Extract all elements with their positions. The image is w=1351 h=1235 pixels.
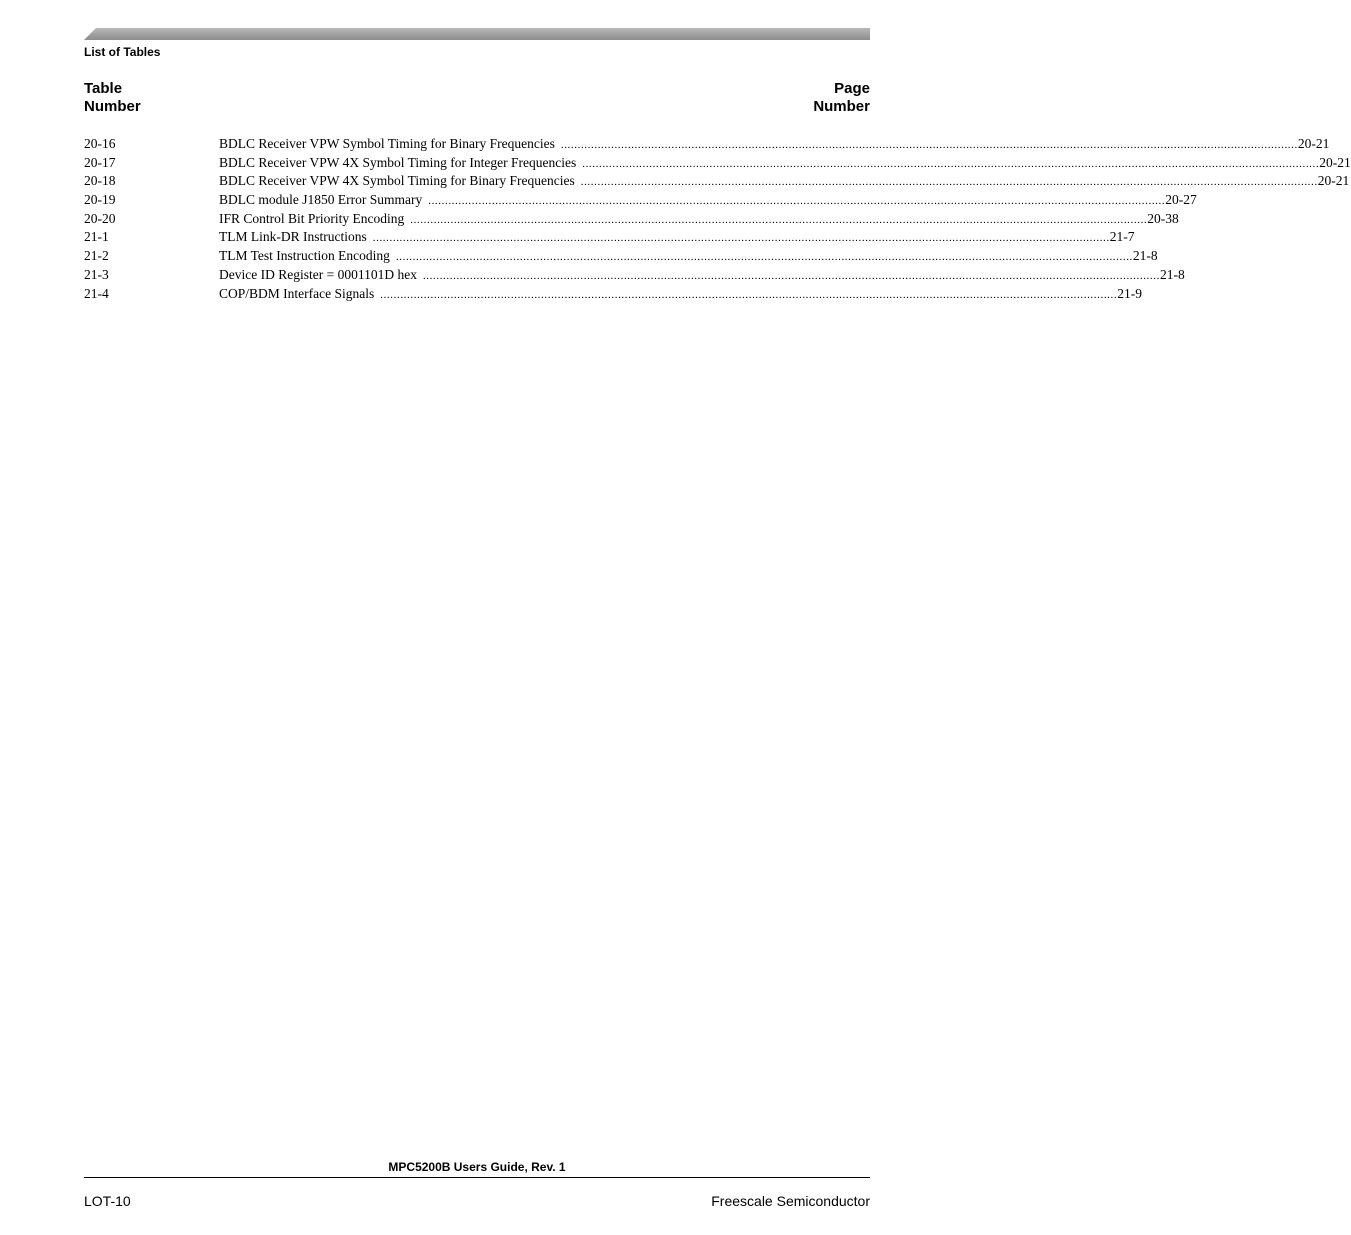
table-title: TLM Test Instruction Encoding [219,248,390,264]
section-title: List of Tables [84,45,161,59]
column-header-page-number [813,80,870,116]
table-title: IFR Control Bit Priority Encoding [219,210,405,226]
page-number: 21-9 [1117,285,1142,301]
list-item[interactable] [84,210,1179,229]
page-number: 20-21 [1297,136,1330,151]
page-number: 21-8 [1159,266,1185,282]
table-number: 20-18 [84,173,116,189]
page-number: 20-21 [1317,173,1350,189]
column-header-page-line1: Page [834,80,870,97]
header-bar [84,28,870,40]
list-item[interactable] [84,228,1135,247]
page-number: 20-27 [1165,192,1197,208]
table-list [84,135,1351,303]
dot-leader: ............................................................................................................................................................................................................................ [395,251,1133,264]
dot-leader: ............................................................................................................................................................................................................................ [560,139,1298,151]
dot-leader: ............................................................................................................................................................................................................................ [422,269,1160,282]
footer-divider [84,1177,870,1178]
table-number: 20-16 [84,136,116,151]
column-header-page-line2: Number [813,98,870,115]
table-number: 20-20 [84,210,116,226]
footer-document-title: MPC5200B Users Guide, Rev. 1 [388,1160,566,1174]
page-number: 20-38 [1147,210,1179,226]
table-title: BDLC Receiver VPW 4X Symbol Timing for Binary Frequencies [219,173,575,189]
table-number: 21-4 [84,285,109,301]
dot-leader: ............................................................................................................................................................................................................................ [580,176,1318,189]
dot-leader: ............................................................................................................................................................................................................................ [410,213,1148,226]
list-item[interactable] [84,135,1330,154]
column-header-table-line1: Table [84,80,123,97]
list-item[interactable] [84,266,1185,285]
page-number: 20-21 [1319,154,1351,170]
table-title: BDLC Receiver VPW 4X Symbol Timing for Integer Frequencies [219,154,577,170]
footer-page-label: LOT-10 [84,1193,131,1209]
table-title: BDLC Receiver VPW Symbol Timing for Binary Frequencies [219,136,555,151]
table-number: 21-1 [84,229,109,245]
table-number: 21-3 [84,266,109,282]
list-item[interactable] [84,172,1350,191]
page-number: 21-7 [1109,229,1135,245]
footer-company: Freescale Semiconductor [711,1193,870,1209]
column-header-table-number [84,80,141,116]
dot-leader: ............................................................................................................................................................................................................................ [428,195,1166,208]
list-item[interactable] [84,247,1158,266]
table-title: TLM Link-DR Instructions [219,229,367,245]
dot-leader: ............................................................................................................................................................................................................................ [372,232,1110,245]
dot-leader: ............................................................................................................................................................................................................................ [380,288,1118,301]
table-title: COP/BDM Interface Signals [219,285,375,301]
list-item[interactable] [84,285,1142,304]
table-number: 20-19 [84,192,116,208]
table-title: Device ID Register = 0001101D hex [219,266,417,282]
table-number: 21-2 [84,248,109,264]
column-header-table-line2: Number [84,98,141,115]
list-item[interactable] [84,154,1351,173]
page-number: 21-8 [1132,248,1158,264]
list-item[interactable] [84,191,1197,210]
dot-leader: ............................................................................................................................................................................................................................ [582,157,1320,170]
table-number: 20-17 [84,154,116,170]
table-title: BDLC module J1850 Error Summary [219,192,423,208]
